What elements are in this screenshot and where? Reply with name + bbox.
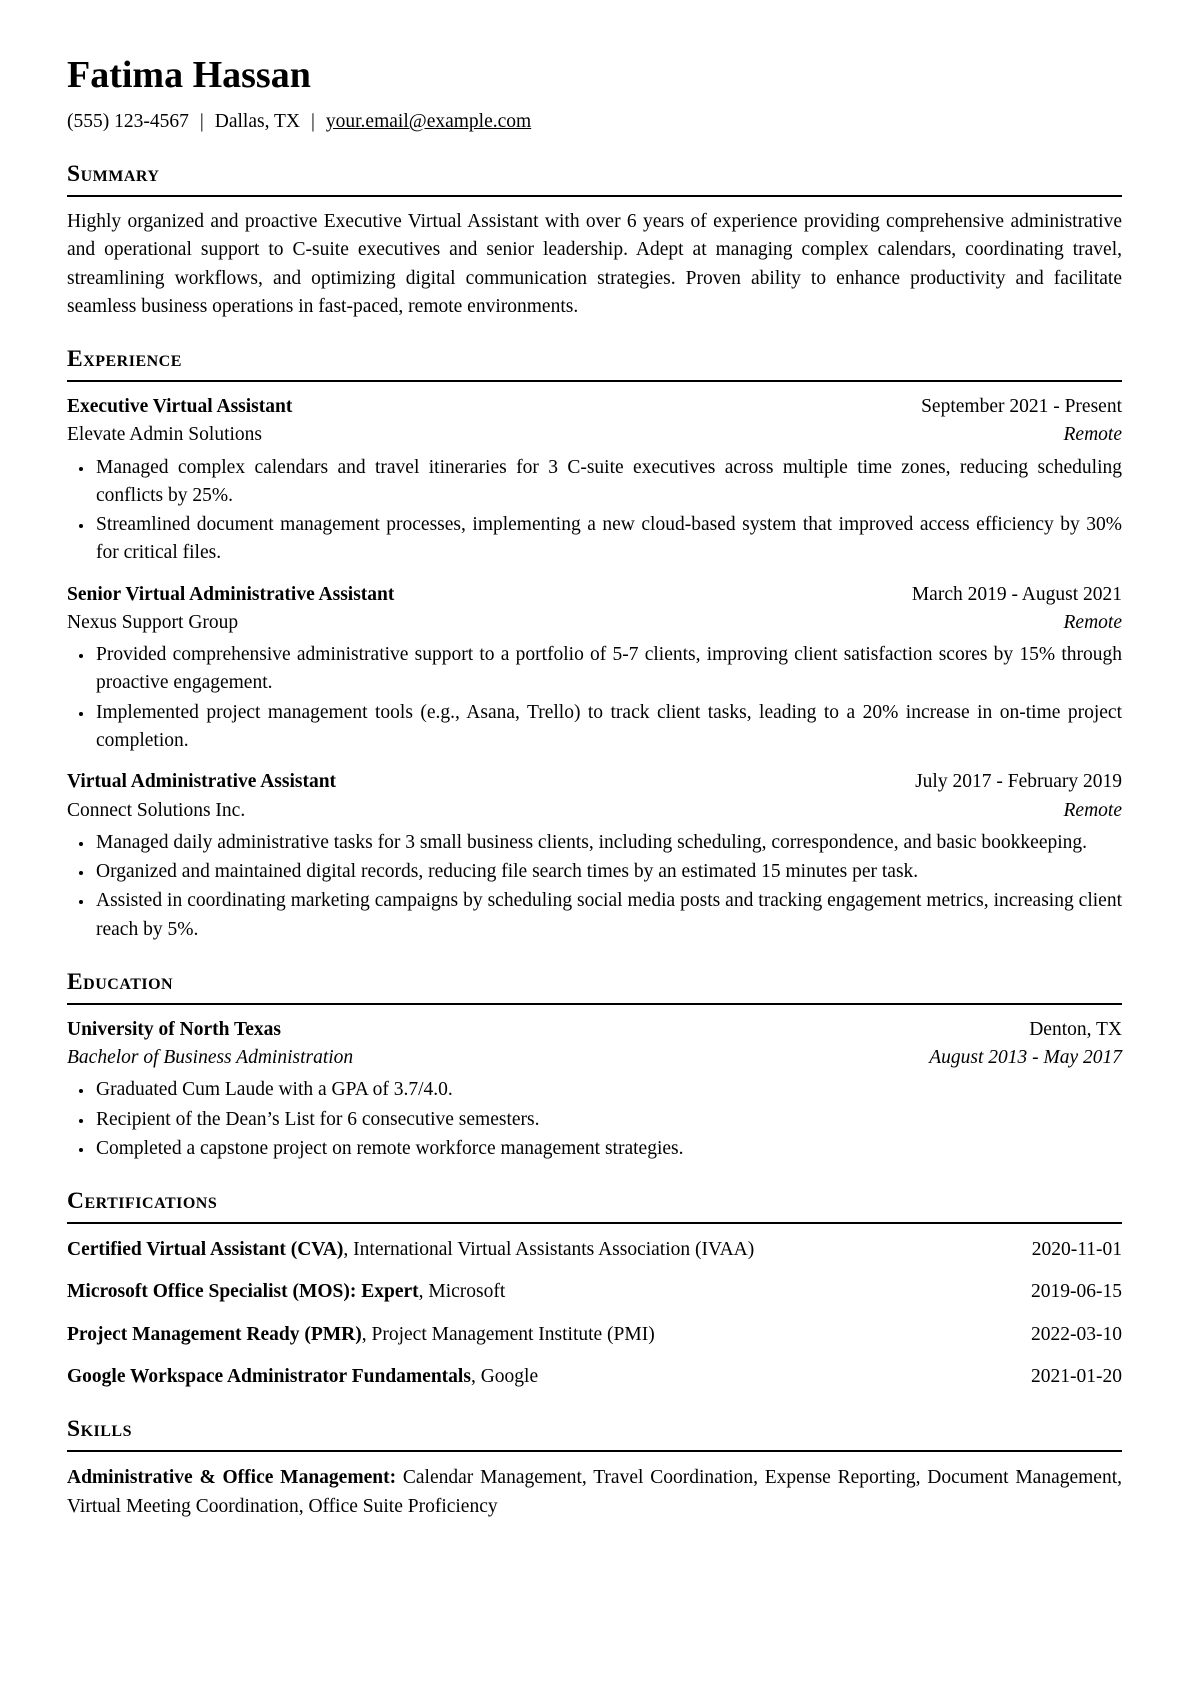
- location-text: Dallas, TX: [214, 110, 300, 132]
- certification-date: 2022-03-10: [1031, 1323, 1122, 1345]
- degree: Bachelor of Business Administration: [67, 1047, 354, 1069]
- phone-number: (555) 123-4567: [67, 110, 189, 132]
- experience-item: [67, 768, 1122, 944]
- certification-date: 2020-11-01: [1031, 1239, 1122, 1261]
- job-bullet: • Implemented project management tools (e.g., Asana, Trello) to track client tasks, leading to a 20% increase in on-time project completion.: [94, 699, 1122, 756]
- certification-row: [67, 1278, 1122, 1306]
- job-dates: March 2019 - August 2021: [911, 583, 1122, 605]
- skills-section-title: Skills: [67, 1416, 1122, 1452]
- section-summary: [67, 161, 1122, 321]
- job-bullet: • Assisted in coordinating marketing campaigns by scheduling social media posts and tracking engagement metrics, increasing client reach by 5%.: [94, 887, 1122, 944]
- certification-issuer: Google: [480, 1365, 539, 1387]
- skills-category: [67, 1464, 1122, 1521]
- summary-text: Highly organized and proactive Executive Virtual Assistant with over 6 years of experience providing comprehensive administrative and operational support to C-suite executives and senior leadership. Adept at managing complex calendars, coordinating travel, streamlining workflows, and optimizing digital communication strategies. Proven ability to enhance productivity and facilitate seamless business operations in fast-paced, remote environments.: [67, 210, 1122, 317]
- skills-list: Calendar Management, Travel Coordination, Expense Reporting, Document Management, Virtual Meeting Coordination, Office Suite Proficiency: [67, 1467, 1123, 1517]
- certifications-section-title: Certifications: [67, 1188, 1122, 1224]
- certification-date: 2021-01-20: [1031, 1365, 1122, 1387]
- experience-item: [67, 581, 1122, 756]
- school-location: Denton, TX: [1029, 1018, 1122, 1040]
- contact-divider: |: [310, 110, 315, 132]
- certification-row: [67, 1363, 1122, 1391]
- job-bullet-list: [67, 829, 1122, 944]
- email-link[interactable]: your.email@example.com: [325, 110, 532, 132]
- company-name: Connect Solutions Inc.: [67, 799, 246, 821]
- job-bullet: • Organized and maintained digital records, reducing file search times by an estimated 15 minutes per task.: [94, 858, 1122, 886]
- job-bullet: • Streamlined document management processes, implementing a new cloud-based system that improved access efficiency by 30% for critical files.: [94, 511, 1122, 568]
- job-location: Remote: [1063, 799, 1122, 821]
- education-item: [67, 1016, 1122, 1163]
- contact-divider: |: [199, 110, 204, 132]
- education-bullet-list: [67, 1076, 1122, 1163]
- certification-name: Certified Virtual Assistant (CVA): [67, 1239, 344, 1261]
- job-bullet: • Managed complex calendars and travel itineraries for 3 C-suite executives across multiple time zones, reducing scheduling conflicts by 25%.: [94, 454, 1122, 511]
- certification-separator: ,: [418, 1281, 429, 1303]
- school-name: University of North Texas: [67, 1018, 281, 1040]
- certification-separator: ,: [361, 1323, 372, 1345]
- job-bullet-list: [67, 641, 1122, 755]
- job-title: Senior Virtual Administrative Assistant: [67, 583, 395, 605]
- education-bullet: • Recipient of the Dean’s List for 6 consecutive semesters.: [94, 1106, 1122, 1134]
- certification-separator: ,: [470, 1365, 481, 1387]
- job-location: Remote: [1063, 424, 1122, 446]
- education-bullet: • Completed a capstone project on remote workforce management strategies.: [94, 1135, 1122, 1163]
- job-location: Remote: [1063, 611, 1122, 633]
- job-bullet: • Managed daily administrative tasks for 3 small business clients, including scheduling, correspondence, and basic bookkeeping.: [94, 829, 1122, 857]
- summary-section-title: Summary: [67, 161, 1122, 197]
- education-bullet: • Graduated Cum Laude with a GPA of 3.7/4.0.: [94, 1076, 1122, 1104]
- section-certifications: [67, 1188, 1122, 1391]
- section-education: [67, 969, 1122, 1163]
- job-dates: July 2017 - February 2019: [915, 771, 1122, 793]
- certification-issuer: International Virtual Assistants Association (IVAA): [353, 1239, 755, 1261]
- job-dates: September 2021 - Present: [921, 396, 1122, 418]
- certification-separator: ,: [343, 1239, 354, 1261]
- contact-line: [67, 108, 1122, 136]
- education-dates: August 2013 - May 2017: [929, 1047, 1122, 1069]
- certification-name: Microsoft Office Specialist (MOS): Expert: [67, 1281, 419, 1303]
- skills-category-label: Administrative & Office Management:: [67, 1467, 397, 1489]
- job-title: Virtual Administrative Assistant: [67, 771, 337, 793]
- certification-date: 2019-06-15: [1031, 1281, 1122, 1303]
- resume-name: Fatima Hassan: [67, 54, 311, 96]
- certification-name: Project Management Ready (PMR): [67, 1323, 362, 1345]
- certification-row: [67, 1236, 1122, 1264]
- experience-item: [67, 393, 1122, 568]
- company-name: Nexus Support Group: [67, 611, 239, 633]
- certification-row: [67, 1321, 1122, 1349]
- job-title: Executive Virtual Assistant: [67, 396, 293, 418]
- section-skills: [67, 1416, 1122, 1521]
- job-bullet: • Provided comprehensive administrative support to a portfolio of 5-7 clients, improving client satisfaction scores by 15% through proactive engagement.: [94, 641, 1122, 698]
- certification-name: Google Workspace Administrator Fundamentals: [67, 1365, 471, 1387]
- job-bullet-list: [67, 454, 1122, 568]
- certification-issuer: Project Management Institute (PMI): [371, 1323, 655, 1345]
- company-name: Elevate Admin Solutions: [67, 424, 262, 446]
- section-experience: [67, 346, 1122, 944]
- experience-section-title: Experience: [67, 346, 1122, 382]
- education-section-title: Education: [67, 969, 1122, 1005]
- certification-issuer: Microsoft: [428, 1281, 506, 1303]
